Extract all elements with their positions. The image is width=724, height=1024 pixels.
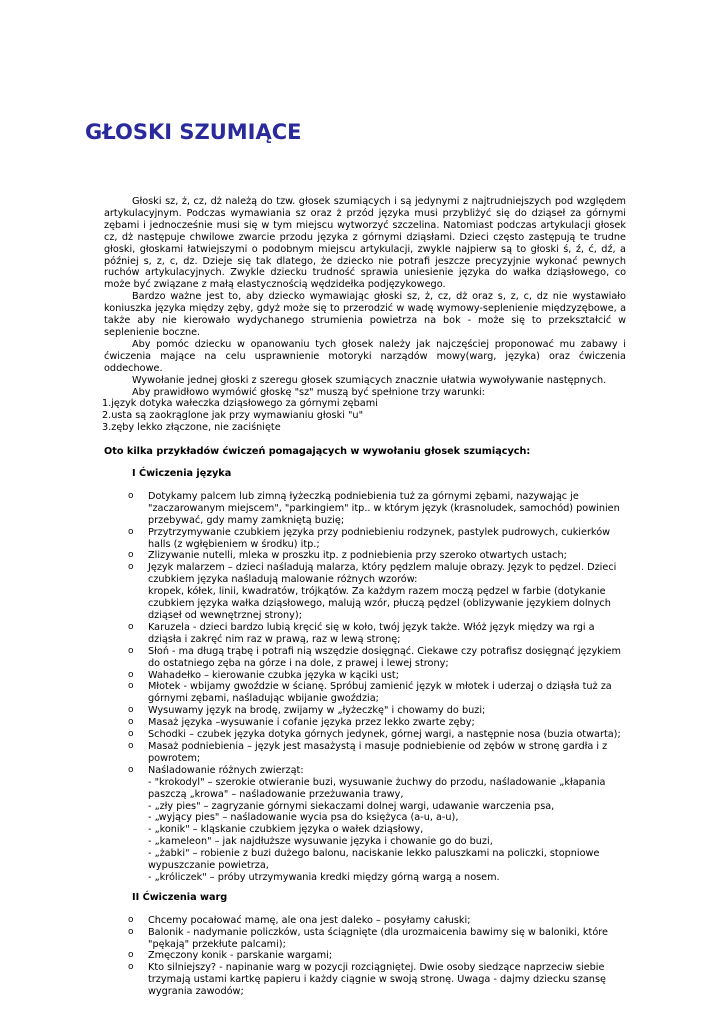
bullet-circle-icon: o	[128, 764, 134, 775]
condition-item: 2.usta są zaokrąglone jak przy wymawianiu głoski "u"	[102, 410, 364, 422]
intro-paragraph: Aby pomóc dziecku w opanowaniu tych głosek należy jak najczęściej proponować mu zabawy i ćwiczenia mające na celu usprawnienie motoryki narządów mowy(warg, języka) oraz ćwiczenia oddechowe.	[104, 338, 626, 374]
list-item	[104, 962, 626, 998]
intro-paragraph: Wywołanie jednej głoski z szeregu głosek szumiących znacznie ułatwia wywoływanie następnych.	[132, 374, 607, 386]
condition-item: 3.zęby lekko złączone, nie zaciśnięte	[102, 422, 281, 434]
bullet-circle-icon: o	[128, 717, 134, 728]
list-item	[104, 765, 626, 884]
bullet-circle-icon: o	[128, 705, 134, 716]
intro-paragraph: Głoski sz, ż, cz, dż należą do tzw. głosek szumiących i są jedynymi z najtrudniejszych pod względem artykulacyjnym. Podczas wymawiania sz oraz ż przód języka musi przybliżyć się do dziąseł za górnymi zębami i jednocześnie musi się w tym miejscu wytworzyć szczelina. Natomiast podczas artykulacji głosek cz, dż następuje chwilowe zwarcie przodu języka z górnymi dziąsłami. Dzieci często zastępują te trudne głoski, głoskami łatwiejszymi o podobnym miejscu artykulacji, zwykle najpierw są to głoski ś, ź, ć, dź, a później s, z, c, dz. Dzieje się tak dlatego, że dziecko nie potrafi jeszcze precyzyjnie wykonać pewnych ruchów artykulacyjnych. Zwykle dziecku trudność sprawia uniesienie języka do wałka dziąsłowego, co może być związane z małą elastycznością wędzidełka podjęzykowego.	[104, 196, 626, 291]
page-title: GŁOSKI SZUMIĄCE	[85, 120, 302, 144]
list-item-text: Kto silniejszy? - napinanie warg w pozycji rozciągniętej. Dwie osoby siedzące naprzeciw siebie trzymają ustami kartkę papieru i każdy ciągnie w swoją stronę. Uwaga - dajmy dziecku szansę wygrania zawodów;	[148, 962, 606, 998]
part1-list	[104, 491, 626, 884]
part1-heading: I Ćwiczenia języka	[132, 468, 232, 480]
section-heading: Oto kilka przykładów ćwiczeń pomagających w wywołaniu głosek szumiących:	[104, 446, 531, 458]
list-item	[104, 741, 626, 765]
list-item	[104, 915, 626, 927]
list-item-text: Schodki – czubek języka dotyka górnych jedynek, górnej wargi, a następnie nosa (buzia otwarta);	[148, 729, 621, 741]
list-item-text: Naśladowanie różnych zwierząt: - "krokodyl" – szerokie otwieranie buzi, wysuwanie żuchwy do przodu, naśladowanie „kłapania paszczą „krowa" – naśladowanie przeżuwania trawy, - „zły pies" – zagryzanie górnymi siekaczami dolnej wargi, udawanie warczenia psa, - „wyjący pies" – naśladowanie wycia psa do księżyca (a-u, a-u), - „konik" – kląskanie czubkiem języka o wałek dziąsłowy, - „kameleon" – jak najdłuższe wysuwanie języka i chowanie go do buzi, - „żabki" – robienie z buzi dużego balonu, naciskanie lekko paluszkami na policzki, stopniowe wypuszczanie powietrza, - „króliczek" – próby utrzymywania kredki między górną wargą a nosem.	[148, 764, 606, 883]
bullet-circle-icon: o	[128, 950, 134, 961]
list-item-text: Przytrzymywanie czubkiem języka przy podniebieniu rodzynek, pastylek pudrowych, cukierków halls (z wgłębieniem w środku) itp.;	[148, 526, 611, 550]
bullet-circle-icon: o	[128, 729, 134, 740]
list-item	[104, 622, 626, 646]
part2-list	[104, 915, 626, 998]
list-item-text: Balonik - nadymanie policzków, usta ściągnięte (dla urozmaicenia bawimy się w baloniki, które "pękają" przekłute palcami);	[148, 926, 608, 950]
list-item-text: Młotek - wbijamy gwoździe w ścianę. Spróbuj zamienić język w młotek i uderzaj o dziąsła tuż za górnymi zębami, naśladując wbijanie gwoździa;	[148, 681, 612, 705]
list-item-text: Język malarzem – dzieci naśladują malarza, który pędzlem maluje obrazy. Język to pędzel. Dzieci czubkiem języka naśladują malowanie różnych wzorów: kropek, kółek, linii, kwadratów, trójkątów. Za każdym razem moczą pędzel w farbie (dotykanie czubkiem języka wałka dziąsłowego, malują wzór, płuczą pędzel (oblizywanie językiem dolnych dziąseł od wewnętrznej strony);	[148, 562, 617, 621]
list-item	[104, 550, 626, 562]
list-item	[104, 705, 626, 717]
bullet-circle-icon: o	[128, 550, 134, 561]
bullet-circle-icon: o	[128, 562, 134, 573]
list-item-text: Wahadełko – kierowanie czubka języka w kąciki ust;	[148, 669, 399, 681]
bullet-circle-icon: o	[128, 669, 134, 680]
bullet-circle-icon: o	[128, 962, 134, 973]
list-item	[104, 717, 626, 729]
list-item-text: Zlizywanie nutelli, mleka w proszku itp. z podniebienia przy szeroko otwartych ustach;	[148, 550, 567, 562]
list-item	[104, 950, 626, 962]
bullet-circle-icon: o	[128, 681, 134, 692]
list-item	[104, 527, 626, 551]
list-item-text: Masaż podniebienia – język jest masażystą i masuje podniebienie od zębów w stronę gardła i z powrotem;	[148, 740, 608, 764]
list-item	[104, 646, 626, 670]
part2-heading: II Ćwiczenia warg	[132, 891, 228, 903]
list-item	[104, 729, 626, 741]
bullet-circle-icon: o	[128, 926, 134, 937]
bullet-circle-icon: o	[128, 526, 134, 537]
document-body	[104, 196, 626, 998]
list-item-text: Chcemy pocałować mamę, ale ona jest daleko – posyłamy całuski;	[148, 914, 471, 926]
bullet-circle-icon: o	[128, 914, 134, 925]
list-item	[104, 670, 626, 682]
list-item-text: Zmęczony konik - parskanie wargami;	[148, 950, 333, 962]
list-item-text: Masaż języka –wysuwanie i cofanie języka przez lekko zwarte zęby;	[148, 717, 475, 729]
list-item-text: Dotykamy palcem lub zimną łyżeczką podniebienia tuż za górnymi zębami, nazywając je "zaczarowanym miejscem", "parkingiem" itp.. w którym język (krasnoludek, samochód) powinien przebywać, gdy mamy zamkniętą buzię;	[148, 490, 620, 526]
list-item-text: Słoń - ma długą trąbę i potrafi nią wszędzie dosięgnąć. Ciekawe czy potrafisz dosięgnąć językiem do ostatniego zęba na górze i na dole, z prawej i lewej strony;	[148, 645, 621, 669]
intro-paragraph: Aby prawidłowo wymówić głoskę "sz" muszą być spełnione trzy warunki:	[132, 386, 485, 398]
intro-paragraph: Bardzo ważne jest to, aby dziecko wymawiając głoski sz, ż, cz, dż oraz s, z, c, dz nie wystawiało koniuszka języka między zęby, gdyż może się to przerodzić w wadę wymowy-seplenienie międzyzębowe, a także aby nie kierowało wydychanego strumienia powietrza na bok - może się to przekształcić w seplenienie boczne.	[104, 291, 626, 338]
bullet-circle-icon: o	[128, 490, 134, 501]
list-item	[104, 491, 626, 527]
list-item-text: Karuzela - dzieci bardzo lubią kręcić się w koło, twój język także. Włóż język między wa rgi a dziąsła i zakręć nim raz w prawą, raz w lewą stronę;	[148, 621, 595, 645]
bullet-circle-icon: o	[128, 621, 134, 632]
list-item	[104, 927, 626, 951]
list-item-text: Wysuwamy język na brodę, zwijamy w „łyżeczkę" i chowamy do buzi;	[148, 705, 486, 717]
bullet-circle-icon: o	[128, 740, 134, 751]
list-item	[104, 562, 626, 622]
condition-item: 1.język dotyka wałeczka dziąsłowego za górnymi zębami	[102, 398, 378, 410]
bullet-circle-icon: o	[128, 645, 134, 656]
list-item	[104, 681, 626, 705]
